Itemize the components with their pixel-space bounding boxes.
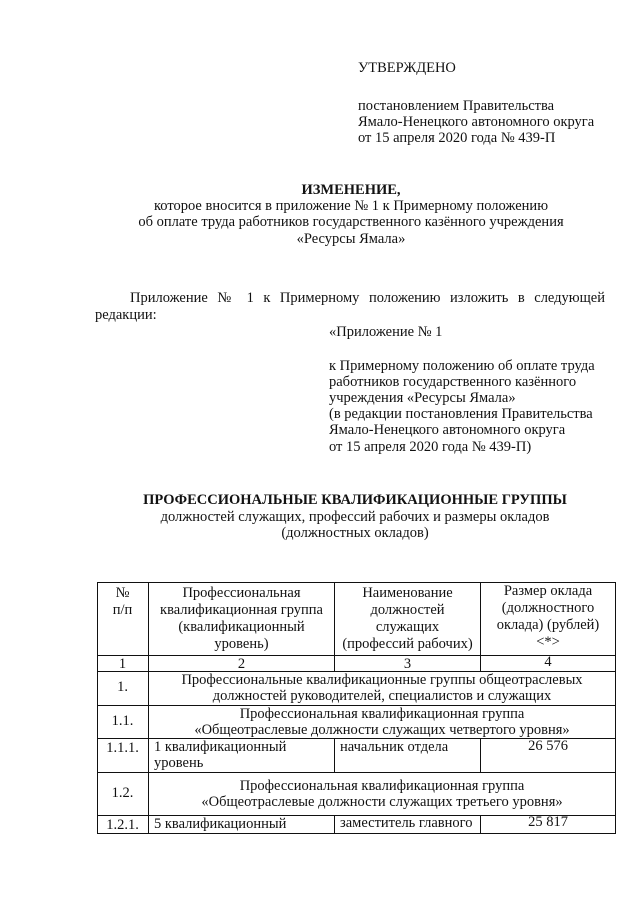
- header-position-line-1: Наименование: [362, 585, 453, 601]
- row-3-group-line-1: 1 квалификационный: [154, 739, 287, 755]
- row-3-salary: 26 576: [528, 738, 568, 754]
- header-position-line-2: должностей: [370, 602, 445, 618]
- column-number-2: 2: [237, 656, 246, 672]
- appendix-line-6: от 15 апреля 2020 года № 439-П): [329, 439, 532, 455]
- appendix-line-1: к Примерному положению об оплате труда: [329, 358, 595, 374]
- header-num-line-1: №: [115, 585, 130, 601]
- column-number-3: 3: [403, 656, 412, 672]
- row-4-num: 1.2.: [111, 785, 134, 801]
- approval-line-3: от 15 апреля 2020 года № 439-П: [358, 130, 556, 146]
- change-line-1: которое вносится в приложение № 1 к Примерному положению: [153, 198, 549, 214]
- header-salary-line-3: оклада) (рублей): [496, 617, 600, 633]
- row-2-num: 1.1.: [111, 713, 134, 729]
- body-paragraph-line-1: Приложение № 1 к Примерному положению изложить в следующей: [130, 290, 605, 306]
- header-group-line-1: Профессиональная: [182, 585, 301, 601]
- column-number-4: 4: [544, 654, 552, 670]
- row-5-num: 1.2.1.: [106, 817, 139, 833]
- row-1-text-line-1: Профессиональные квалификационные группы общеотраслевых: [181, 672, 583, 688]
- row-3-group-line-2: уровень: [154, 755, 204, 771]
- row-3-num: 1.1.1.: [106, 740, 139, 756]
- body-paragraph-line-2: редакции:: [95, 307, 157, 323]
- row-2-text-line-1: Профессиональная квалификационная группа: [239, 706, 525, 722]
- header-group-line-3: (квалификационный: [178, 619, 305, 635]
- appendix-line-2: работников государственного казённого: [329, 374, 577, 390]
- header-position-line-4: (профессий рабочих): [342, 636, 473, 652]
- row-2-text-line-2: «Общеотраслевые должности служащих четвертого уровня»: [194, 722, 570, 738]
- appendix-line-5: Ямало-Ненецкого автономного округа: [329, 422, 566, 438]
- qualification-table: [97, 582, 616, 842]
- header-salary-line-4: <*>: [536, 634, 560, 650]
- row-5-salary: 25 817: [528, 814, 568, 830]
- header-salary-line-1: Размер оклада: [503, 583, 593, 599]
- row-4-text-line-1: Профессиональная квалификационная группа: [239, 778, 525, 794]
- row-5-group-line-1: 5 квалификационный: [154, 816, 287, 832]
- appendix-line-4: (в редакции постановления Правительства: [329, 406, 593, 422]
- section-subtitle-2: (должностных окладов): [281, 525, 429, 541]
- header-salary-line-2: (должностного: [501, 600, 595, 616]
- appendix-title: «Приложение № 1: [329, 324, 443, 340]
- row-1-text-line-2: должностей руководителей, специалистов и служащих: [212, 688, 552, 704]
- row-5-position: заместитель главного: [340, 815, 473, 831]
- section-title: ПРОФЕССИОНАЛЬНЫЕ КВАЛИФИКАЦИОННЫЕ ГРУППЫ: [143, 492, 567, 508]
- header-num-line-2: п/п: [112, 602, 133, 618]
- header-position-line-3: служащих: [375, 619, 440, 635]
- change-title: ИЗМЕНЕНИЕ,: [301, 182, 401, 198]
- header-group-line-2: квалификационная группа: [160, 602, 323, 618]
- approval-line-1: постановлением Правительства: [358, 98, 555, 114]
- column-number-1: 1: [118, 656, 127, 672]
- row-4-text-line-2: «Общеотраслевые должности служащих третьего уровня»: [201, 794, 563, 810]
- appendix-line-3: учреждения «Ресурсы Ямала»: [329, 390, 516, 406]
- approved-label: УТВЕРЖДЕНО: [358, 60, 456, 76]
- approval-line-2: Ямало-Ненецкого автономного округа: [358, 114, 595, 130]
- change-line-2: об оплате труда работников государственного казённого учреждения: [138, 214, 564, 230]
- section-subtitle-1: должностей служащих, профессий рабочих и размеры окладов: [160, 509, 550, 525]
- change-line-3: «Ресурсы Ямала»: [296, 231, 406, 247]
- row-1-num: 1.: [117, 679, 128, 695]
- row-3-position: начальник отдела: [340, 739, 449, 755]
- header-group-line-4: уровень): [214, 636, 269, 652]
